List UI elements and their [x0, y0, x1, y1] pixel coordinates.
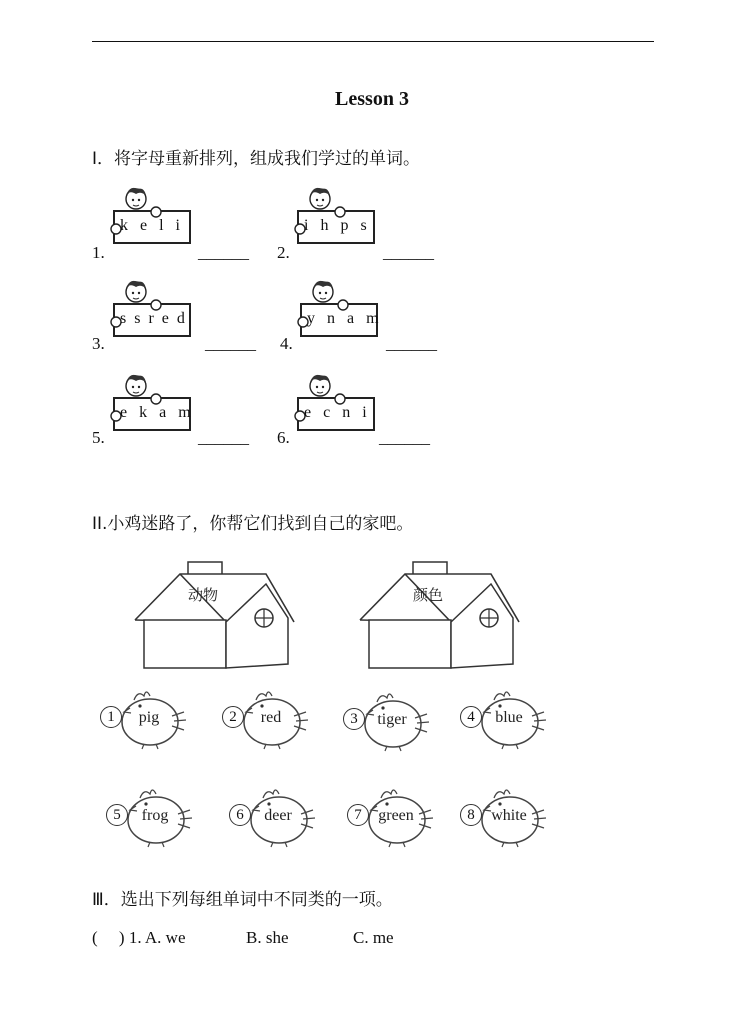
- chick-number: 4: [460, 706, 482, 728]
- chick-number: 2: [222, 706, 244, 728]
- scrambled-letters: e c n i: [304, 404, 371, 421]
- letter-card: [292, 372, 376, 436]
- item-number: 1.: [92, 243, 105, 262]
- answer-blank[interactable]: ______: [383, 243, 434, 262]
- chick-card[interactable]: [347, 784, 451, 848]
- item-number: 3.: [92, 334, 105, 353]
- answer-blank[interactable]: ______: [198, 428, 249, 447]
- chick-card[interactable]: [343, 688, 447, 752]
- chick-word: deer: [264, 807, 292, 824]
- letter-card: [295, 278, 383, 342]
- house-colors: [355, 548, 525, 678]
- item-number: 5.: [92, 428, 105, 447]
- chick-word: pig: [138, 709, 160, 726]
- answer-blank[interactable]: ______: [379, 428, 430, 447]
- house-animals: [130, 548, 300, 678]
- chick-word: green: [378, 807, 414, 824]
- chick-number: 7: [347, 804, 369, 826]
- house-label: 动物: [187, 586, 218, 604]
- chick-number: 3: [343, 708, 365, 730]
- chick-card[interactable]: [229, 784, 333, 848]
- chick-number: 6: [229, 804, 251, 826]
- chick-number: 5: [106, 804, 128, 826]
- answer-blank[interactable]: ______: [386, 334, 437, 353]
- scrambled-letters: s s r e d: [120, 310, 187, 327]
- chick-card[interactable]: [100, 686, 204, 750]
- chick-word: blue: [495, 709, 523, 726]
- chick-word: frog: [141, 807, 169, 824]
- section1-heading: I．将字母重新排列，组成我们学过的单词。: [92, 149, 421, 169]
- section3-heading: Ⅲ．选出下列每组单词中不同类的一项。: [92, 890, 393, 910]
- question-1-option-a: ( ) 1. A. we: [92, 928, 186, 947]
- house-icon: [130, 548, 300, 678]
- question-1-option-b: B. she: [246, 928, 289, 947]
- scrambled-letters: e k a m: [120, 404, 195, 421]
- chick-number: 8: [460, 804, 482, 826]
- letter-card: [108, 372, 195, 436]
- item-number: 4.: [280, 334, 293, 353]
- scrambled-letters: k e l i: [120, 217, 184, 234]
- house-label: 颜色: [412, 586, 443, 604]
- letter-card: [108, 185, 192, 249]
- chick-word: red: [260, 709, 282, 726]
- house-icon: [355, 548, 525, 678]
- letter-card: [292, 185, 376, 249]
- item-number: 6.: [277, 428, 290, 447]
- answer-blank[interactable]: ______: [205, 334, 256, 353]
- scrambled-letters: i h p s: [304, 217, 371, 234]
- chick-card[interactable]: [460, 686, 564, 750]
- item-number: 2.: [277, 243, 290, 262]
- chick-word: tiger: [377, 711, 407, 728]
- chick-card[interactable]: [460, 784, 564, 848]
- chick-card[interactable]: [106, 784, 210, 848]
- letter-card: [108, 278, 192, 342]
- scrambled-letters: y n a m: [307, 310, 383, 327]
- section2-heading: II.小鸡迷路了，你帮它们找到自己的家吧。: [92, 514, 414, 534]
- chick-card[interactable]: [222, 686, 326, 750]
- question-1-option-c: C. me: [353, 928, 394, 947]
- page-title: Lesson 3: [335, 88, 409, 110]
- top-rule: [92, 41, 654, 42]
- chick-word: white: [491, 807, 527, 824]
- answer-blank[interactable]: ______: [198, 243, 249, 262]
- chick-number: 1: [100, 706, 122, 728]
